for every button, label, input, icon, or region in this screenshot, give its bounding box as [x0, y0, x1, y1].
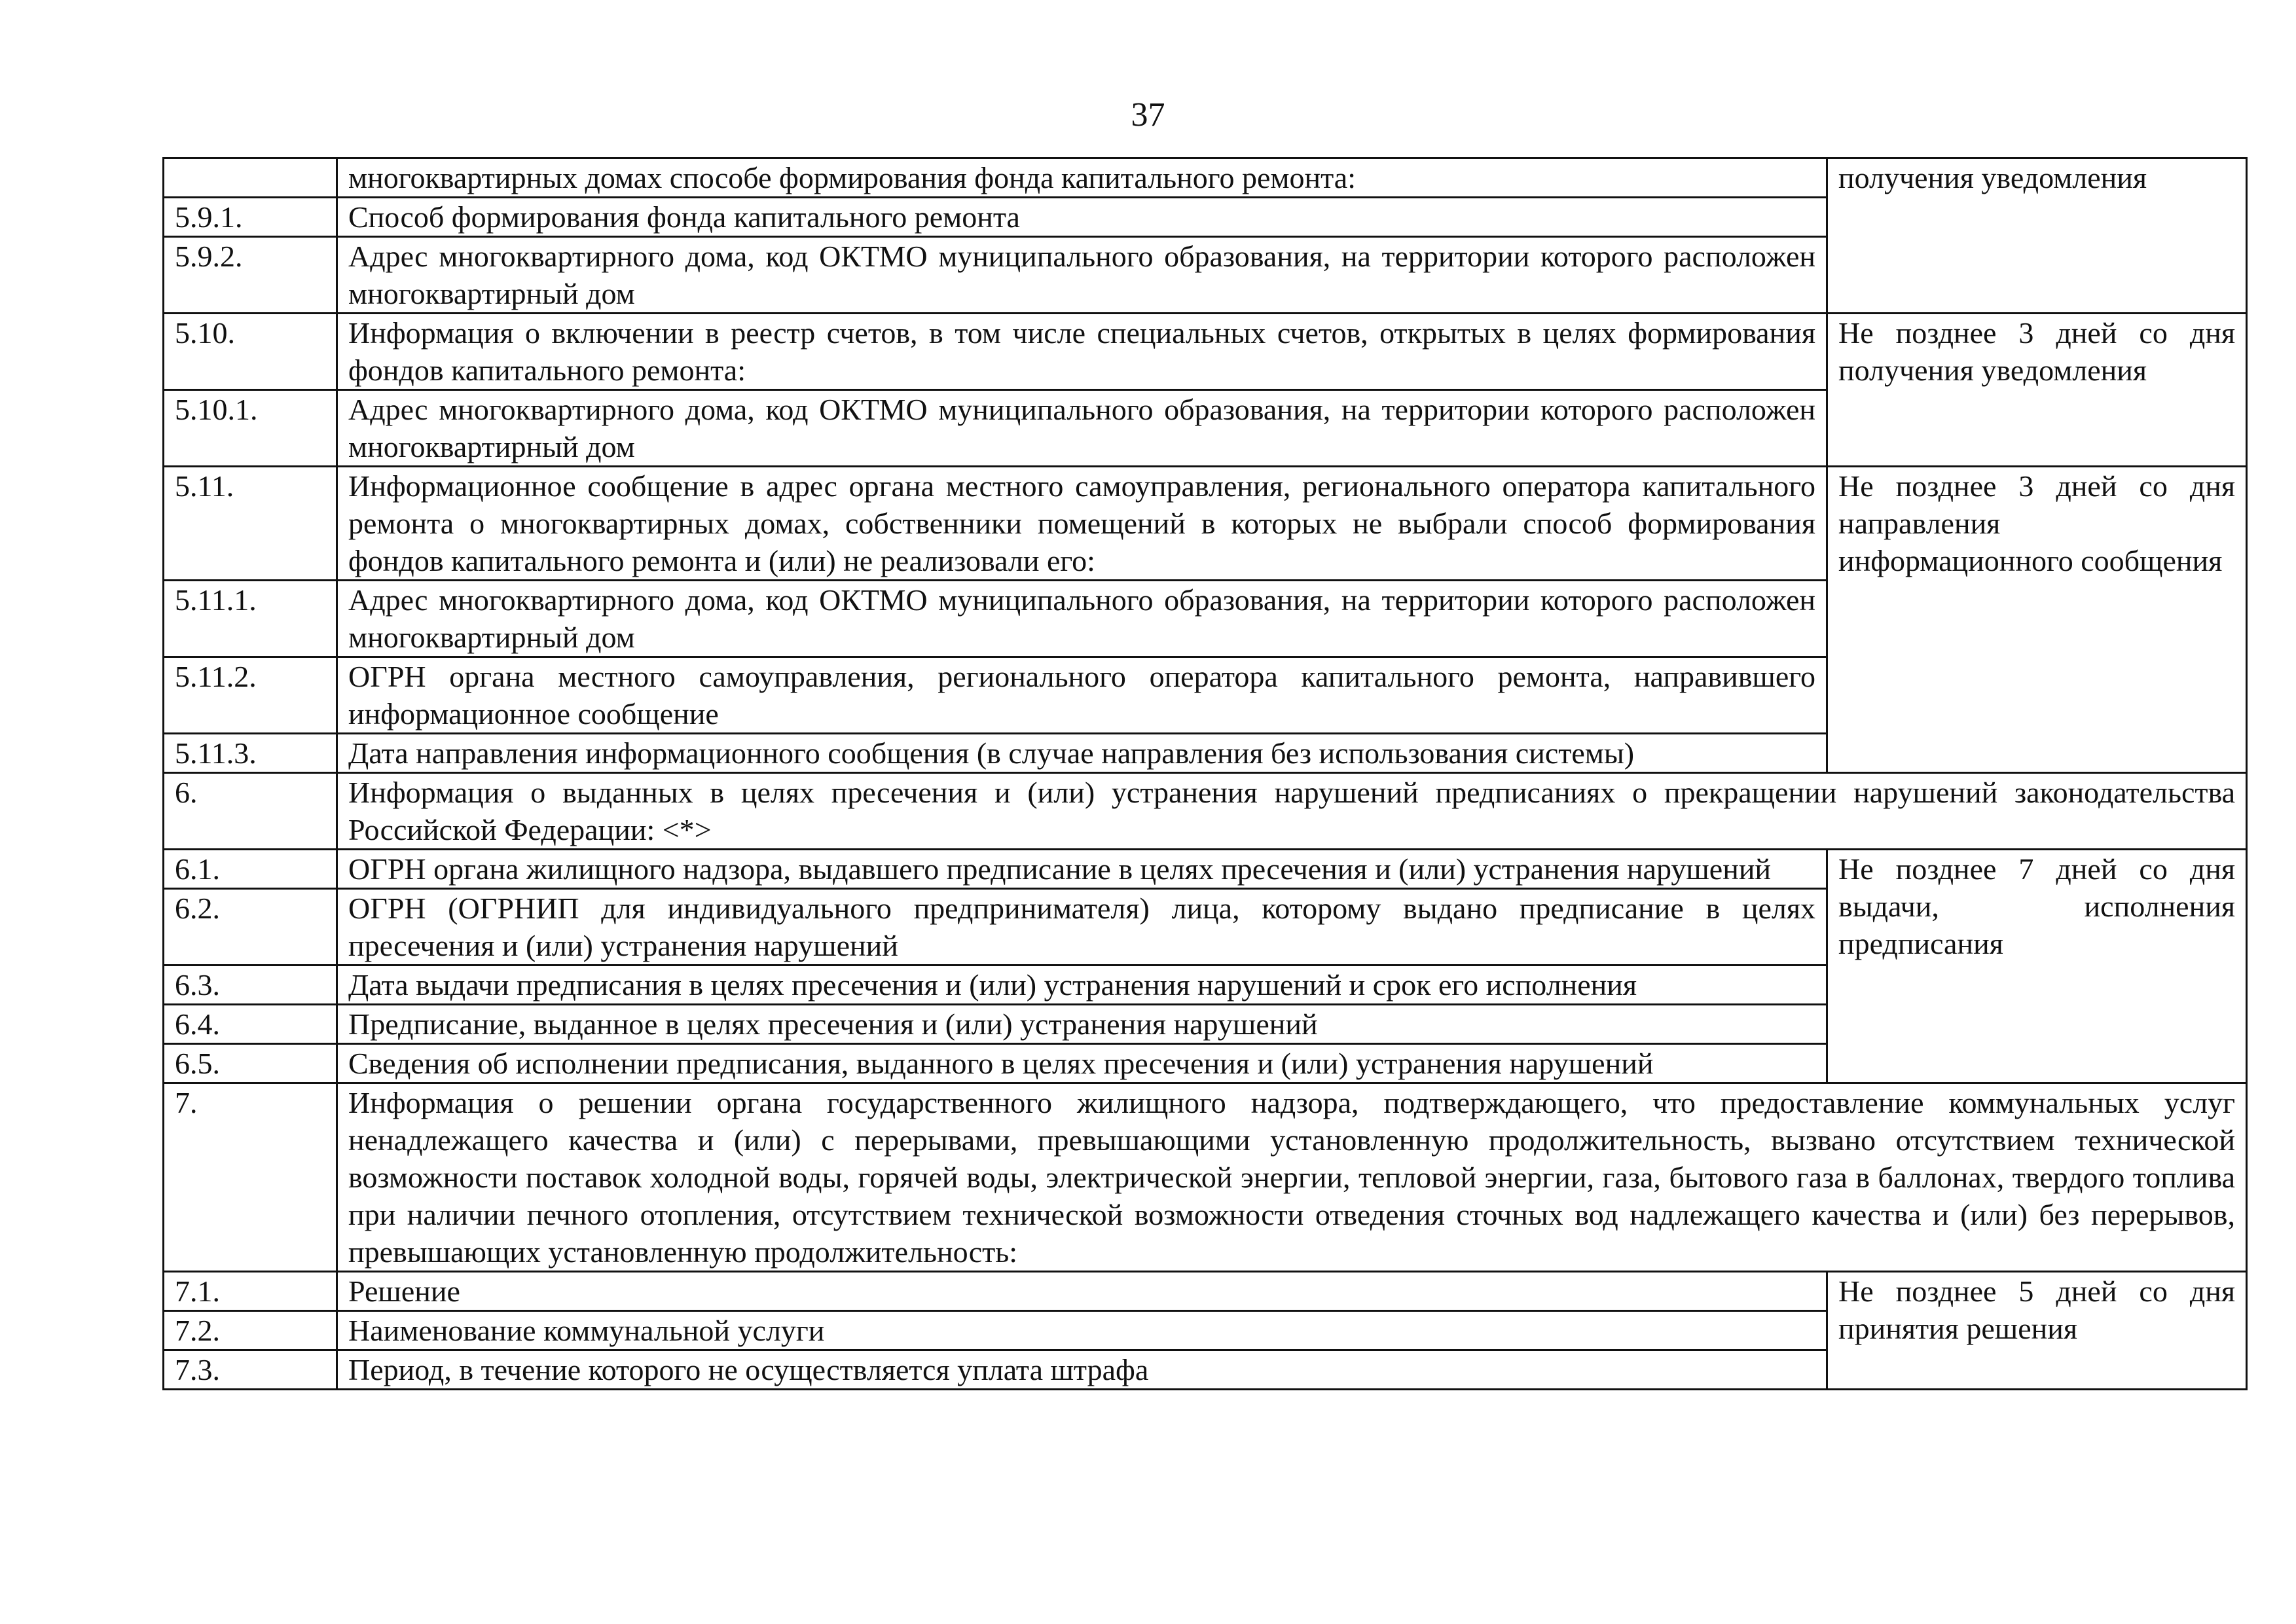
row-description: Адрес многоквартирного дома, код ОКТМО муниципального образования, на территории которого расположен многоквартирный дом — [337, 390, 1827, 467]
row-number: 6.1. — [164, 850, 337, 889]
row-number: 5.11. — [164, 467, 337, 581]
row-description: Решение — [337, 1272, 1827, 1311]
row-description: Сведения об исполнении предписания, выданного в целях пресечения и (или) устранения нарушений — [337, 1044, 1827, 1083]
row-description: Предписание, выданное в целях пресечения и (или) устранения нарушений — [337, 1005, 1827, 1044]
row-number: 6.5. — [164, 1044, 337, 1083]
deadline-cell: Не позднее 3 дней со дня получения уведомления — [1827, 314, 2247, 467]
row-number: 5.11.3. — [164, 734, 337, 773]
row-number: 5.9.2. — [164, 237, 337, 314]
table-row — [164, 314, 2247, 390]
requirements-table — [162, 157, 2248, 1390]
table-row — [164, 158, 2247, 198]
row-number: 7.1. — [164, 1272, 337, 1311]
row-description: Информация о выданных в целях пресечения и (или) устранения нарушений предписаниях о прекращении нарушений законодательства Российской Федерации: <*> — [337, 773, 2247, 850]
row-number: 6.2. — [164, 889, 337, 965]
row-number: 5.10. — [164, 314, 337, 390]
row-description: Наименование коммунальной услуги — [337, 1311, 1827, 1350]
deadline-cell: Не позднее 5 дней со дня принятия решения — [1827, 1272, 2247, 1390]
row-description: Способ формирования фонда капитального ремонта — [337, 198, 1827, 237]
page-number: 37 — [1131, 96, 1165, 134]
row-number: 7.3. — [164, 1350, 337, 1390]
deadline-cell: Не позднее 3 дней со дня направления информационного сообщения — [1827, 467, 2247, 773]
deadline-cell: Не позднее 7 дней со дня выдачи, исполнения предписания — [1827, 850, 2247, 1083]
row-number: 6.3. — [164, 965, 337, 1005]
row-description: Адрес многоквартирного дома, код ОКТМО муниципального образования, на территории которого расположен многоквартирный дом — [337, 237, 1827, 314]
row-description: Информация о включении в реестр счетов, в том числе специальных счетов, открытых в целях формирования фондов капитального ремонта: — [337, 314, 1827, 390]
row-number: 5.10.1. — [164, 390, 337, 467]
row-description: Информационное сообщение в адрес органа местного самоуправления, регионального оператора капитального ремонта о многоквартирных домах, собственники помещений в которых не выбрали способ формирования фондов капитального ремонта и (или) не реализовали его: — [337, 467, 1827, 581]
row-description: многоквартирных домах способе формирования фонда капитального ремонта: — [337, 158, 1827, 198]
row-number: 5.9.1. — [164, 198, 337, 237]
row-description: Период, в течение которого не осуществляется уплата штрафа — [337, 1350, 1827, 1390]
row-description: Информация о решении органа государственного жилищного надзора, подтверждающего, что предоставление коммунальных услуг ненадлежащего качества и (или) с перерывами, превышающими установленную продолжительность, вызвано отсутствием технической возможности поставок холодной воды, горячей воды, электрической энергии, тепловой энергии, газа, бытового газа в баллонах, твердого топлива при наличии печного отопления, отсутствием технической возможности отведения сточных вод надлежащего качества и (или) без перерывов, превышающих установленную продолжительность: — [337, 1083, 2247, 1272]
row-description: ОГРН (ОГРНИП для индивидуального предпринимателя) лица, которому выдано предписание в целях пресечения и (или) устранения нарушений — [337, 889, 1827, 965]
row-number: 6. — [164, 773, 337, 850]
row-description: Дата выдачи предписания в целях пресечения и (или) устранения нарушений и срок его исполнения — [337, 965, 1827, 1005]
row-description: Дата направления информационного сообщения (в случае направления без использования системы) — [337, 734, 1827, 773]
row-description: Адрес многоквартирного дома, код ОКТМО муниципального образования, на территории которого расположен многоквартирный дом — [337, 581, 1827, 657]
row-description: ОГРН органа местного самоуправления, регионального оператора капитального ремонта, направившего информационное сообщение — [337, 657, 1827, 734]
table-row-section — [164, 773, 2247, 850]
table-row — [164, 467, 2247, 581]
row-number: 6.4. — [164, 1005, 337, 1044]
row-number: 7.2. — [164, 1311, 337, 1350]
row-number: 5.11.1. — [164, 581, 337, 657]
table-row — [164, 850, 2247, 889]
row-number: 7. — [164, 1083, 337, 1272]
table-row — [164, 1272, 2247, 1311]
row-description: ОГРН органа жилищного надзора, выдавшего предписание в целях пресечения и (или) устранения нарушений — [337, 850, 1827, 889]
row-number — [164, 158, 337, 198]
deadline-cell: получения уведомления — [1827, 158, 2247, 314]
row-number: 5.11.2. — [164, 657, 337, 734]
table-row-section — [164, 1083, 2247, 1272]
